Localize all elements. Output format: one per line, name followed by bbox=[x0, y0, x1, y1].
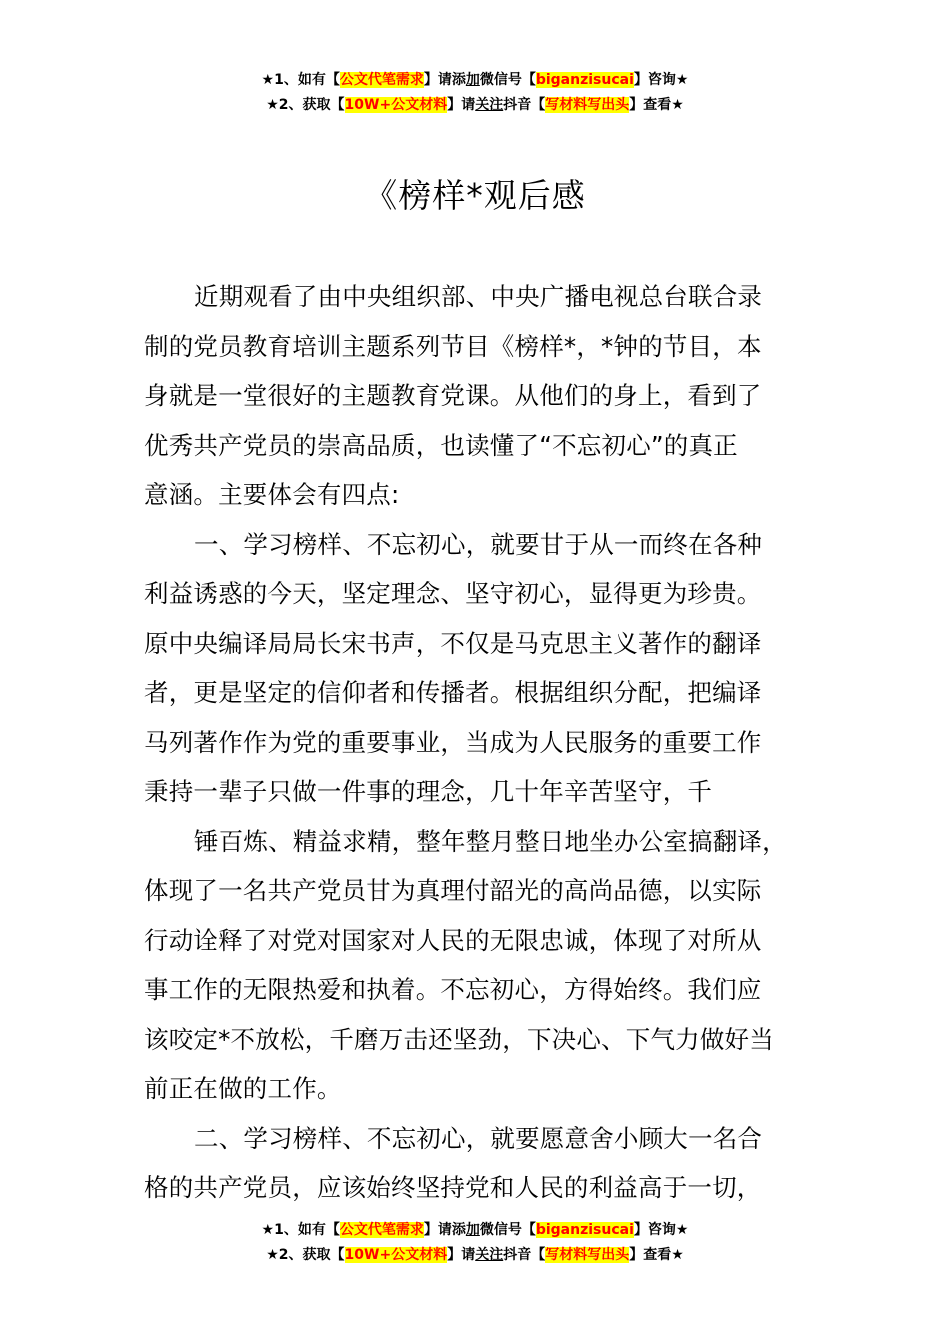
body-line: 二、学习榜样、不忘初心，就要愿意舍小顾大一名合 bbox=[194, 1123, 763, 1153]
promo-text: 】请添 bbox=[423, 1222, 466, 1238]
wechat-id-highlight: biganzisucai bbox=[535, 72, 634, 88]
promo-text: 2、获取【 bbox=[278, 97, 345, 113]
document-title: 《榜样*观后感 bbox=[364, 176, 586, 215]
body-line: 原中央编译局局长宋书声，不仅是马克思主义著作的翻译 bbox=[144, 628, 762, 658]
promo-line-2 bbox=[0, 93, 950, 118]
promo-underlined: 加 bbox=[465, 1222, 480, 1238]
douyin-name-highlight: 写材料写出头 bbox=[545, 97, 630, 113]
wechat-id-highlight: biganzisucai bbox=[535, 1222, 634, 1238]
body-line: 一、学习榜样、不忘初心，就要甘于从一而终在各种 bbox=[194, 529, 763, 559]
body-line: 秉持一辈子只做一件事的理念，几十年辛苦坚守，千 bbox=[144, 777, 713, 806]
body-line: 身就是一堂很好的主题教育党课。从他们的身上，看到了 bbox=[144, 381, 762, 410]
body-line: 事工作的无限热爱和执着。不忘初心，方得始终。我们应 bbox=[144, 975, 762, 1004]
promo-line-2 bbox=[0, 1243, 950, 1268]
body-line: 制的党员教育培训主题系列节目《榜样*，*钟的节目，本 bbox=[144, 331, 762, 361]
promo-text: 微信号【 bbox=[479, 72, 536, 88]
promo-highlight: 10W+公文材料 bbox=[344, 1247, 448, 1263]
promo-highlight: 公文代笔需求 bbox=[339, 1222, 424, 1238]
star-icon: ★ bbox=[261, 1222, 275, 1238]
promo-text: 1、如有【 bbox=[274, 1222, 340, 1238]
star-icon: ★ bbox=[261, 72, 275, 88]
body-line: 马列著作作为党的重要事业，当成为人民服务的重要工作 bbox=[144, 727, 762, 757]
star-icon: ★ bbox=[266, 97, 279, 113]
promo-line-1 bbox=[0, 1218, 950, 1243]
promo-text: 抖音【 bbox=[503, 1247, 546, 1263]
promo-highlight: 公文代笔需求 bbox=[339, 72, 424, 88]
star-icon: ★ bbox=[675, 1222, 689, 1238]
body-line: 格的共产党员，应该始终坚持党和人民的利益高于一切， bbox=[144, 1173, 762, 1202]
promo-text: 】查看 bbox=[629, 1247, 672, 1263]
star-icon: ★ bbox=[671, 1247, 684, 1263]
body-line: 近期观看了由中央组织部、中央广播电视总台联合录 bbox=[194, 282, 763, 311]
star-icon: ★ bbox=[266, 1247, 279, 1263]
promo-text: 】请 bbox=[447, 1247, 476, 1263]
promo-text: 】咨询 bbox=[633, 72, 676, 88]
star-icon: ★ bbox=[675, 72, 689, 88]
promo-underlined: 关注 bbox=[475, 1247, 504, 1263]
document-body bbox=[144, 272, 844, 1213]
star-icon: ★ bbox=[671, 97, 684, 113]
promo-text: 2、获取【 bbox=[278, 1247, 345, 1263]
promo-text: 1、如有【 bbox=[274, 72, 340, 88]
promo-text: 】查看 bbox=[629, 97, 672, 113]
promo-underlined: 关注 bbox=[475, 97, 504, 113]
promo-text: 】请 bbox=[447, 97, 476, 113]
body-line: 优秀共产党员的崇高品质，也读懂了“不忘初心”的真正 bbox=[144, 430, 738, 460]
body-line: 者，更是坚定的信仰者和传播者。根据组织分配，把编译 bbox=[144, 678, 762, 707]
footer-promo-banner bbox=[0, 1218, 950, 1268]
body-line: 意涵。主要体会有四点: bbox=[144, 480, 400, 509]
body-line: 行动诠释了对党对国家对人民的无限忠诚，体现了对所从 bbox=[144, 925, 762, 955]
promo-highlight: 10W+公文材料 bbox=[344, 97, 448, 113]
body-line: 前正在做的工作。 bbox=[144, 1074, 342, 1103]
body-line: 该咬定*不放松，千磨万击还坚劲，下决心、下气力做好当 bbox=[144, 1024, 774, 1054]
promo-text: 】咨询 bbox=[633, 1222, 676, 1238]
promo-line-1 bbox=[0, 68, 950, 93]
promo-text: 抖音【 bbox=[503, 97, 546, 113]
header-promo-banner bbox=[0, 68, 950, 118]
promo-underlined: 加 bbox=[465, 72, 480, 88]
body-line: 利益诱惑的今天，坚定理念、坚守初心，显得更为珍贵。 bbox=[144, 579, 762, 608]
douyin-name-highlight: 写材料写出头 bbox=[545, 1247, 630, 1263]
promo-text: 】请添 bbox=[423, 72, 466, 88]
body-line: 锤百炼、精益求精，整年整月整日地坐办公室搞翻译， bbox=[194, 826, 787, 856]
body-line: 体现了一名共产党员甘为真理付韶光的高尚品德，以实际 bbox=[144, 876, 762, 905]
promo-text: 微信号【 bbox=[479, 1222, 536, 1238]
